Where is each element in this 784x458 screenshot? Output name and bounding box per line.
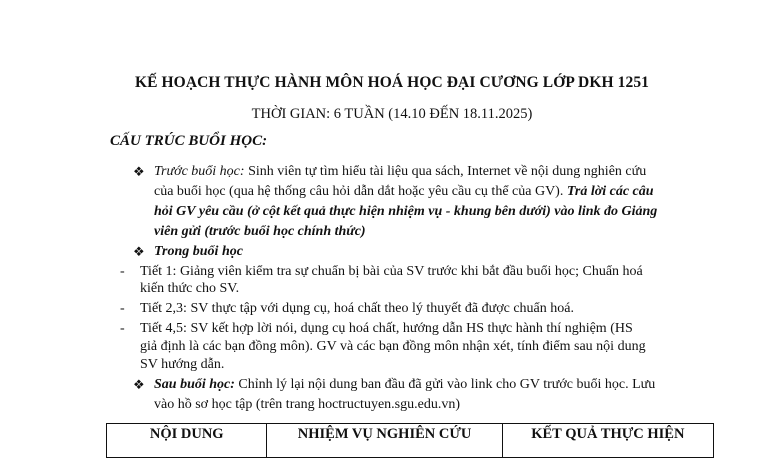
- header-content: NỘI DUNG: [107, 424, 267, 458]
- during-item-3-line-3: SV hướng dẫn.: [140, 357, 225, 372]
- during-item-1-line-1: Tiết 1: Giảng viên kiểm tra sự chuẩn bị bài của SV trước khi bắt đầu buổi học; Chuẩn hoá: [140, 264, 643, 279]
- page-subtitle: THỜI GIAN: 6 TUẦN (14.10 ĐẾN 18.11.2025): [251, 106, 533, 122]
- during-item-1-line-2: kiến thức cho SV.: [140, 281, 240, 296]
- before-label: Trước buổi học:: [154, 164, 245, 179]
- diamond-bullet-icon: ❖: [133, 164, 145, 179]
- during-item-2-line-1: Tiết 2,3: SV thực tập với dụng cụ, hoá chất theo lý thuyết đã được chuẩn hoá.: [140, 301, 574, 316]
- dash-bullet-icon: -: [120, 321, 125, 336]
- before-text-1: Sinh viên tự tìm hiểu tài liệu qua sách, Internet về nội dung nghiên cứu: [244, 164, 647, 179]
- after-line-2: vào hồ sơ học tập (trên trang hoctructuyen.sgu.edu.vn): [154, 397, 460, 412]
- before-line-3: hỏi GV yêu cầu (ở cột kết quả thực hiện nhiệm vụ - khung bên dưới) vào link đo Giảng: [154, 204, 658, 219]
- page-title: KẾ HOẠCH THỰC HÀNH MÔN HOÁ HỌC ĐẠI CƯƠNG LỚP DKH 1251: [134, 74, 650, 91]
- section-heading: CẤU TRÚC BUỔI HỌC:: [110, 133, 268, 149]
- after-label: Sau buổi học:: [154, 377, 235, 392]
- before-text-2: của buổi học (qua hệ thống câu hỏi dẫn dắt hoặc yêu cầu cụ thể của GV).: [154, 184, 567, 199]
- before-text-2-bold: Trả lời các câu: [566, 184, 654, 199]
- during-item-3-line-2: giả định là các bạn đồng môn). GV và các bạn đồng môn nhận xét, tính điểm sau nội dung: [140, 339, 646, 354]
- before-line-4: viên gửi (trước buổi học chính thức): [154, 224, 366, 239]
- diamond-bullet-icon: ❖: [133, 244, 145, 259]
- during-item-3-line-1: Tiết 4,5: SV kết hợp lời nói, dụng cụ hoá chất, hướng dẫn HS thực hành thí nghiệm (HS: [140, 321, 633, 336]
- after-text-1: Chỉnh lý lại nội dung ban đầu đã gửi vào link cho GV trước buổi học. Lưu: [234, 377, 656, 392]
- dash-bullet-icon: -: [120, 301, 125, 316]
- before-line-2: [154, 183, 654, 201]
- before-line-1: [154, 163, 646, 181]
- diamond-bullet-icon: ❖: [133, 377, 145, 392]
- header-result: KẾT QUẢ THỰC HIỆN: [502, 424, 713, 458]
- dash-bullet-icon: -: [120, 264, 125, 279]
- after-line-1: [154, 376, 655, 394]
- during-label: Trong buổi học: [154, 244, 243, 259]
- header-research-task: NHIỆM VỤ NGHIÊN CỨU: [267, 424, 502, 458]
